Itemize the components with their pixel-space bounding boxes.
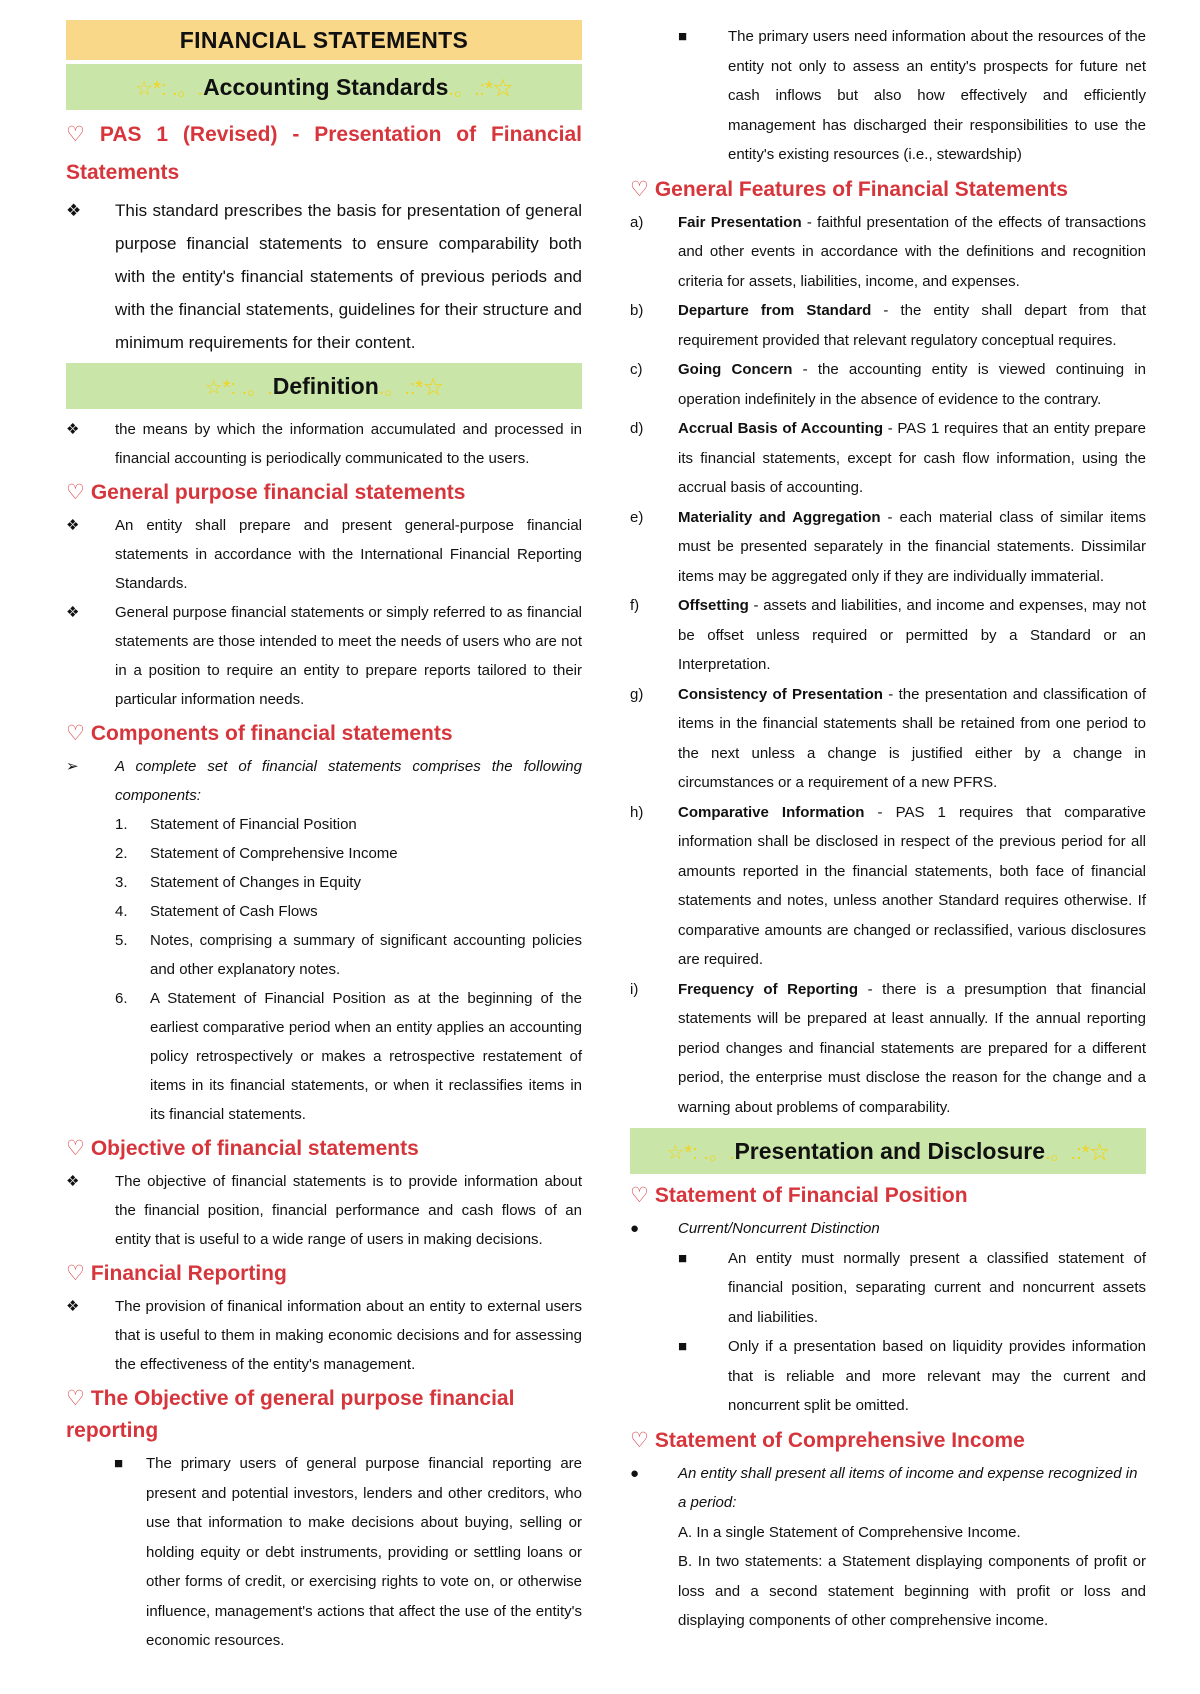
option-b-text: B. In two statements: a Statement displaying components of profit or loss and a second statement beginning with profit or loss and displaying components of other comprehensive income. [678,1553,1146,1629]
item-letter: a) [630,213,644,231]
heading-financial-position [630,1180,1146,1212]
item-text: This standard prescribes the basis for presentation of general purpose financial statements to ensure comparability both with the entity's financial statements of previous periods and with the financial statements, guidelines for their structure and minimum requirements for their content. [115,201,582,352]
item-text: A Statement of Financial Position as at the beginning of the earliest comparative period when an entity applies an accounting policy retrospectively or makes a retrospective restatement of items in its financial statements, or when it reclassifies items in its financial statements. [150,990,582,1123]
round-bullet-icon: ● [630,1220,640,1237]
item-text: An entity shall prepare and present general-purpose financial statements in accordance with the International Financial Reporting Standards. [115,517,582,592]
list-item [66,415,582,473]
feature-term: Comparative Information [678,803,865,821]
feature-item [630,680,1146,798]
feature-term: Frequency of Reporting [678,980,858,998]
square-bullet-icon: ■ [678,1338,688,1355]
item-letter: i) [630,980,639,998]
feature-description: - the presentation and classification of items in the financial statements shall be retained from one period to the next unless a change is justified either by a change in circumstances or a requirement of a new PFRS. [678,685,1147,791]
list-item [66,194,582,359]
item-text: Current/Noncurrent Distinction [678,1220,880,1237]
diamond-bullet-icon: ❖ [66,517,80,534]
feature-description: - PAS 1 requires that an entity prepare its financial statements, except for cash flow information, using the accrual basis of accounting. [678,420,1147,496]
item-letter: g) [630,685,644,703]
heart-icon: ♡ [66,722,85,745]
feature-item [630,296,1146,355]
numbered-item [66,810,582,839]
document-title: FINANCIAL STATEMENTS [66,20,582,60]
square-bullet-icon: ■ [678,28,688,45]
numbered-item [66,839,582,868]
heading-general-purpose [66,477,582,509]
heading-components [66,718,582,750]
item-letter: f) [630,597,640,614]
square-bullet-icon: ■ [114,1455,124,1472]
heading-text: Components of financial statements [90,722,453,745]
feature-description: - faithful presentation of the effects of transactions and other events in accordance with the definitions and recognition criteria for assets, liabilities, income, and expenses. [678,213,1146,290]
diamond-bullet-icon: ❖ [66,604,80,621]
item-text: An entity shall present all items of income and expense recognized in a period: [678,1464,1138,1511]
heading-general-features [630,174,1146,206]
item-number: 6. [115,990,128,1007]
star-decoration: .。.:*☆ [1045,1142,1110,1164]
diamond-bullet-icon: ❖ [66,1298,80,1315]
option-a-text: A. In a single Statement of Comprehensive Income. [678,1523,1021,1541]
heart-icon: ♡ [66,1262,85,1285]
diamond-bullet-icon: ❖ [66,421,80,438]
feature-term: Departure from Standard [678,302,872,319]
item-text: The provision of finanical information about an entity to external users that is useful to them in making economic decisions and for assessing the effectiveness of the entity's management. [115,1298,582,1373]
star-decoration: .。.:*☆ [448,78,513,100]
item-text: The primary users need information about the resources of the entity not only to assess an entity's prospects for future net cash inflows but also how effectively and efficiently management has discharged their responsibilities to use the entity's existing resources (i.e., stewardship) [728,28,1146,163]
feature-item [630,975,1146,1123]
heading-text: Financial Reporting [90,1262,287,1285]
heading-text: Statement of Financial Position [654,1184,968,1207]
heading-text: General Features of Financial Statements [654,177,1068,201]
item-number: 3. [115,874,128,891]
heart-icon: ♡ [66,123,94,146]
heart-icon: ♡ [66,481,85,504]
feature-term: Going Concern [678,361,793,378]
heart-icon: ♡ [66,1387,85,1410]
list-item [630,1332,1146,1421]
numbered-item [66,897,582,926]
heart-icon: ♡ [630,177,649,201]
heading-gpfr-objective [66,1383,582,1447]
heading-text: General purpose financial statements [90,481,466,504]
heading-objective [66,1133,582,1165]
item-text: Notes, comprising a summary of significant accounting policies and other explanatory notes. [150,932,582,978]
numbered-item [66,984,582,1129]
heading-text: Statement of Comprehensive Income [654,1428,1025,1452]
item-text: Statement of Cash Flows [150,903,318,920]
square-bullet-icon: ■ [678,1249,688,1267]
feature-description: - the entity shall depart from that requirement provided that relevant regulatory conceptual requires. [678,302,1146,349]
feature-term: Consistency of Presentation [678,685,883,703]
heading-comprehensive-income [630,1425,1146,1457]
feature-description: - there is a presumption that financial statements will be prepared at least annually. If the annual reporting period changes and financial statements are prepared for a different period, the enterprise must disclose the reason for the change and a warning about problems of comparability. [678,980,1146,1116]
heading-financial-reporting [66,1258,582,1290]
star-decoration: ☆*: .。. [135,78,204,100]
heading-text: The Objective of general purpose financial reporting [66,1387,515,1442]
feature-term: Materiality and Aggregation [678,508,881,526]
list-item [66,1292,582,1379]
item-text: The objective of financial statements is to provide information about the financial position, financial performance and cash flows of an entity that is useful to a wide range of users in making decisions. [115,1173,582,1248]
list-item [66,1167,582,1254]
feature-item [630,591,1146,680]
feature-term: Offsetting [678,597,749,614]
heart-icon: ♡ [630,1184,649,1207]
round-bullet-icon: ● [630,1464,640,1482]
item-text: Statement of Comprehensive Income [150,845,398,862]
star-decoration: ☆*: .。. [204,377,273,399]
item-letter: e) [630,508,644,526]
list-item [630,1459,1146,1518]
section-banner-accounting-standards [66,64,582,110]
item-number: 5. [115,932,128,949]
list-item [66,752,582,810]
item-text: An entity must normally present a classified statement of financial position, separating current and noncurrent assets and liabilities. [728,1249,1146,1326]
diamond-bullet-icon: ❖ [66,201,82,220]
item-letter: c) [630,361,643,378]
star-decoration: .。.:*☆ [378,377,444,399]
list-item [630,1214,1146,1244]
feature-description: - each material class of similar items must be presented separately in the financial statements. Dissimilar items may be aggregated only if they are individually immaterial. [678,508,1146,585]
list-item [630,22,1146,170]
feature-term: Accrual Basis of Accounting [678,420,884,437]
right-column [630,22,1146,1636]
numbered-item [66,926,582,984]
diamond-bullet-icon: ❖ [66,1173,80,1190]
heart-icon: ♡ [630,1428,649,1452]
item-number: 1. [115,816,128,833]
list-item [66,1449,582,1656]
section-banner-presentation [630,1128,1146,1174]
left-column [66,20,582,1656]
item-letter: d) [630,420,644,437]
feature-item [630,414,1146,503]
item-text: Statement of Changes in Equity [150,874,361,891]
numbered-item [66,868,582,897]
item-text: Only if a presentation based on liquidity provides information that is reliable and more relevant may the current and noncurrent split be omitted. [728,1338,1146,1414]
heading-text: Objective of financial statements [90,1137,419,1160]
feature-item [630,208,1146,297]
item-text: The primary users of general purpose financial reporting are present and potential investors, lenders and other creditors, who use that information to make decisions about buying, selling or holding equity or debt instruments, providing or settling loans or other forms of credit, or exercising rights to vote on, or otherwise influence, management's actions that affect the use of the entity's economic resources. [146,1455,582,1649]
heading-pas1 [66,116,582,192]
item-number: 4. [115,903,128,920]
star-decoration: ☆*: .。. [666,1142,735,1164]
item-letter: b) [630,302,644,319]
feature-description: - the accounting entity is viewed continuing in operation indefinitely in the absence of evidence to the contrary. [678,361,1146,408]
section-banner-definition [66,363,582,409]
banner-label: Presentation and Disclosure [734,1138,1046,1164]
list-item [66,511,582,598]
feature-description: - PAS 1 requires that comparative information shall be disclosed in respect of the previous period for all amounts reported in the financial statements, both face of financial statements and notes, unless another Standard requires otherwise. If comparative amounts are changed or reclassified, various disclosures are required. [678,803,1146,968]
item-text: the means by which the information accumulated and processed in financial accounting is periodically communicated to the users. [115,421,582,467]
feature-item [630,798,1146,975]
item-letter: h) [630,803,644,821]
heart-icon: ♡ [66,1137,85,1160]
item-number: 2. [115,845,128,862]
banner-label: Definition [272,373,379,399]
heading-text: PAS 1 (Revised) - Presentation of Financial Statements [66,123,583,184]
feature-item [630,355,1146,414]
item-text: Statement of Financial Position [150,816,357,833]
item-text: A complete set of financial statements comprises the following components: [115,758,582,804]
feature-item [630,503,1146,592]
item-text: General purpose financial statements or simply referred to as financial statements are those intended to meet the needs of users who are not in a position to require an entity to prepare reports tailored to their particular information needs. [115,604,582,708]
arrow-bullet-icon: ➢ [66,758,79,775]
banner-label: Accounting Standards [203,74,449,100]
feature-description: - assets and liabilities, and income and expenses, may not be offset unless required or permitted by a Standard or an Interpretation. [678,597,1146,673]
feature-term: Fair Presentation [678,213,802,231]
list-item [630,1244,1146,1333]
list-item [66,598,582,714]
